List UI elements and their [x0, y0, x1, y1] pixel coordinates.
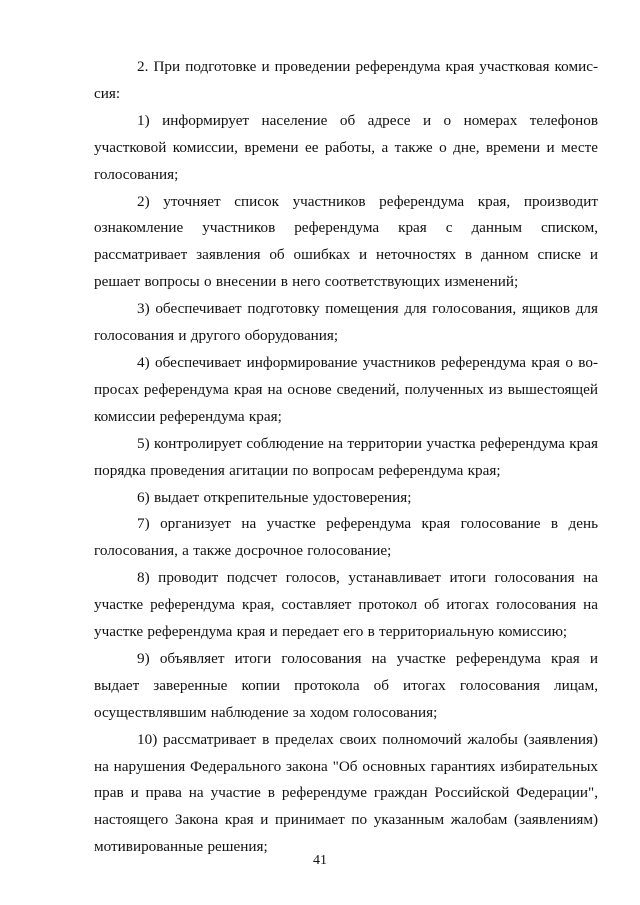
page-number: 41 [313, 853, 327, 868]
paragraph-item-10: 10) рассматривает в пределах своих полномочий жалобы (заявления) на нарушения Федерального закона "Об основных гарантиях избирательных прав и права на участие в референдуме граждан Российской Федерации", настоящего Закона края и принимает по указанным жалобам (заявлениям) мотивированные решения; [94, 730, 598, 856]
paragraph-intro: 2. При подготовке и проведении референдума края участковая комиссия: [94, 58, 598, 102]
paragraph-item-8: 8) проводит подсчет голосов, устанавливает итоги голосования на участке референдума края, составляет протокол об итогах голосования на участке референдума края и передает его в территориальную комиссию; [94, 569, 598, 641]
paragraph-item-3: 3) обеспечивает подготовку помещения для голосования, ящиков для голосования и другого оборудования; [94, 300, 598, 345]
paragraph-item-5: 5) контролирует соблюдение на территории участка референдума края порядка проведения агитации по вопросам референдума края; [94, 434, 598, 479]
paragraph-item-2: 2) уточняет список участников референдума края, производит ознакомление участников референдума края с данным списком, рассматривает заявления об ошибках и неточностях в данном списке и решает вопросы о внесении в него соответствующих изменений; [94, 192, 598, 291]
paragraph-item-6: 6) выдает открепительные удостоверения; [137, 488, 412, 506]
document-body [94, 54, 598, 861]
paragraph-item-1: 1) информирует население об адресе и о номерах телефонов участковой комиссии, времени ее работы, а также о дне, времени и месте голосования; [94, 111, 598, 183]
paragraph-item-4: 4) обеспечивает информирование участников референдума края о вопросах референдума края на основе сведений, полученных из вышестоящей комиссии референдума края; [94, 353, 598, 425]
paragraph-item-7: 7) организует на участке референдума края голосование в день голосования, а также досрочное голосование; [94, 515, 598, 560]
paragraph-item-9: 9) объявляет итоги голосования на участке референдума края и выдает заверенные копии протокола об итогах голосования лицам, осуществлявшим наблюдение за ходом голосования; [94, 649, 598, 721]
